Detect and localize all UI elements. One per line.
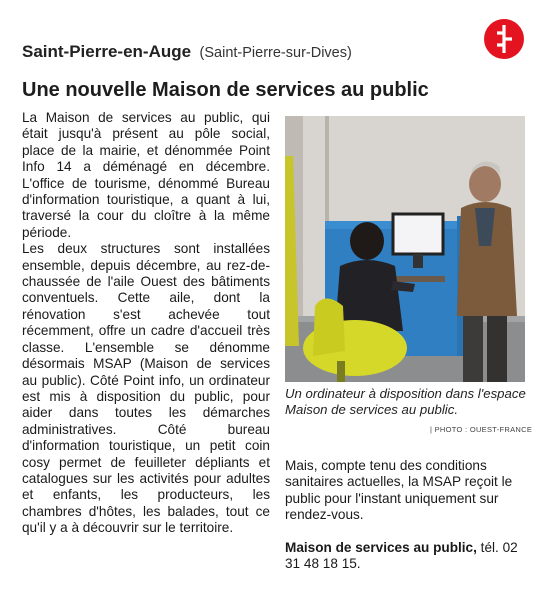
contact-label: Maison de services au public, <box>285 539 477 555</box>
contact-phone: tél. 02 31 48 18 15. <box>285 539 518 572</box>
photo-credit: | PHOTO : OUEST-FRANCE <box>430 425 533 434</box>
article-paragraph-3: Mais, compte tenu des conditions sanitaires actuelles, la MSAP reçoit le public pour l'instant uniquement sur rendez-vous. <box>285 458 513 523</box>
article-photo <box>285 116 525 382</box>
article-right-column <box>285 458 530 572</box>
contact-info <box>285 540 530 573</box>
article-header <box>22 42 482 62</box>
headline: Une nouvelle Maison de services au public <box>22 79 429 101</box>
place-name: Saint-Pierre-en-Auge <box>22 42 192 61</box>
subplace-name: (Saint-Pierre-sur-Dives) <box>199 45 352 61</box>
office-scene-illustration <box>285 116 525 382</box>
article-paragraph-2: Les deux structures sont installées ensemble, depuis décembre, au rez-de-chaussée de l'aile Ouest des bâtiments conventuels. Cette aile, dont la rénovation s'est achevée tout récemment, offre un cadre d'accueil très classe. L'ensemble se dénomme désormais MSAP (Maison de services au public). Côté Point info, un ordinateur est mis à disposition du public, pour aider dans toutes les démarches administratives. Côté bureau d'information touristique, un petit coin cosy permet de feuilleter dépliants et catalogues sur les activités pour adultes et enfants, les producteurs, les chambres d'hôtes, les balades, tout ce qu'il y a à découvrir sur le territoire. <box>22 241 270 536</box>
photo-caption: Un ordinateur à disposition dans l'espace Maison de services au public. <box>285 386 526 417</box>
article-paragraph-1: La Maison de services au public, qui était jusqu'à présent au pôle social, place de la mairie, et dénommée Point Info 14 a déménagé en décembre. L'office de tourisme, dénommé Bureau d'information touristique, a quant à lui, traversé la cour du cloître à la même période. <box>22 110 270 240</box>
article-left-column <box>22 110 270 537</box>
ouest-france-logo-icon <box>484 19 524 59</box>
